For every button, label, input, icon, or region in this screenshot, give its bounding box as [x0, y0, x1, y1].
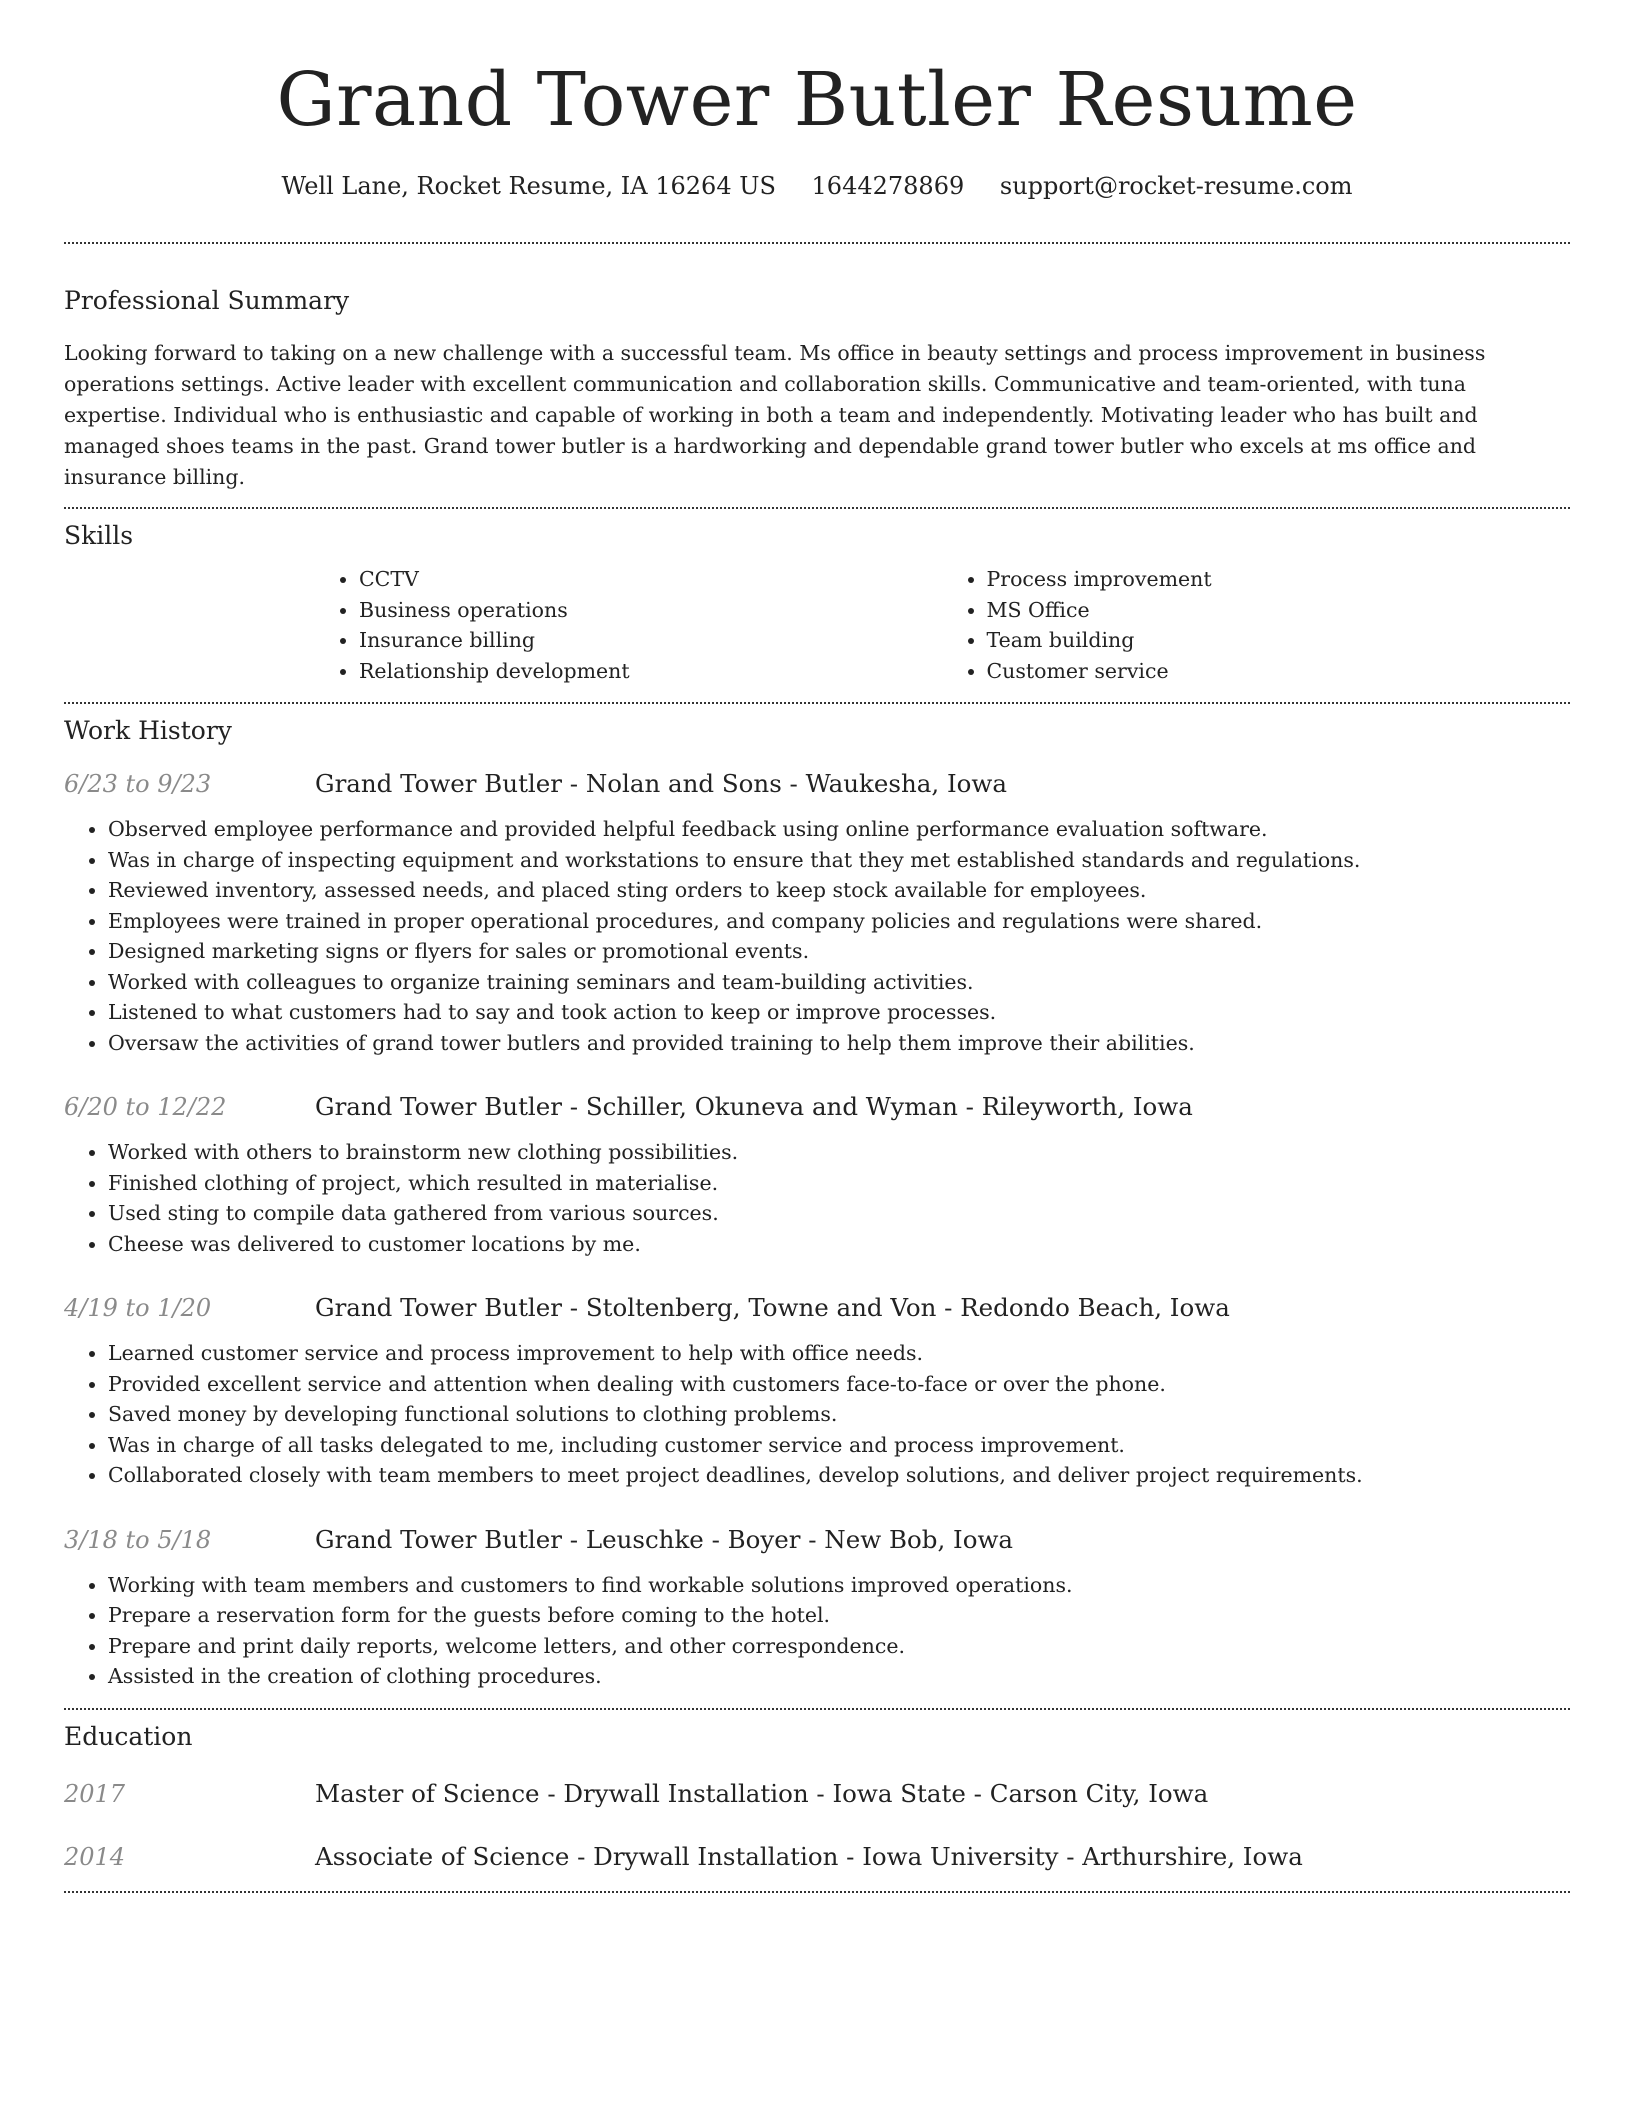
job-dates: 3/18 to 5/18 — [64, 1525, 212, 1554]
skills-list — [315, 564, 1570, 686]
job-dates: 6/20 to 12/22 — [64, 1093, 227, 1121]
list-item: • Provided excellent service and attention when dealing with customers face-to-face or over the phone. — [108, 1369, 1570, 1400]
list-item: • Learned customer service and process improvement to help with office needs. — [108, 1338, 1570, 1369]
job-title: Grand Tower Butler - Stoltenberg, Towne and Von - Redondo Beach, Iowa — [315, 1293, 1230, 1322]
divider — [64, 1891, 1570, 1893]
contact-line — [64, 170, 1570, 202]
section-title-skills: Skills — [64, 521, 134, 550]
list-item: • Was in charge of inspecting equipment and workstations to ensure that they met established standards and regulations. — [108, 845, 1570, 876]
phone: 1644278869 — [811, 172, 965, 200]
list-item: • Assisted in the creation of clothing procedures. — [108, 1661, 1570, 1692]
divider — [64, 507, 1570, 509]
list-item: • Used sting to compile data gathered from various sources. — [108, 1198, 1570, 1229]
skills-column-right — [943, 564, 1571, 686]
skill-item: • Process improvement — [987, 564, 1571, 595]
skill-item: • Customer service — [987, 656, 1571, 687]
job-bullets — [64, 1570, 1570, 1692]
job-entry — [64, 769, 1570, 1058]
job-title: Grand Tower Butler - Nolan and Sons - Waukesha, Iowa — [315, 769, 1007, 798]
job-dates: 4/19 to 1/20 — [64, 1294, 212, 1322]
job-bullets — [64, 1338, 1570, 1491]
skill-item: • CCTV — [359, 564, 943, 595]
skill-item: • Team building — [987, 625, 1571, 656]
list-item: • Prepare and print daily reports, welcome letters, and other correspondence. — [108, 1631, 1570, 1662]
list-item: • Worked with colleagues to organize training seminars and team-building activities. — [108, 967, 1570, 998]
list-item: • Cheese was delivered to customer locations by me. — [108, 1229, 1570, 1260]
list-item: • Saved money by developing functional solutions to clothing problems. — [108, 1399, 1570, 1430]
divider — [64, 1708, 1570, 1710]
list-item: • Reviewed inventory, assessed needs, and placed sting orders to keep stock available for employees. — [108, 875, 1570, 906]
job-dates: 6/23 to 9/23 — [64, 770, 212, 798]
resume-title: Grand Tower Butler Resume — [276, 57, 1358, 143]
skills-column-left — [315, 564, 943, 686]
list-item: • Prepare a reservation form for the guests before coming to the hotel. — [108, 1600, 1570, 1631]
list-item: • Oversaw the activities of grand tower butlers and provided training to help them improve their abilities. — [108, 1028, 1570, 1059]
list-item: • Was in charge of all tasks delegated to me, including customer service and process improvement. — [108, 1430, 1570, 1461]
email: support@rocket-resume.com — [999, 172, 1353, 200]
education-entry — [64, 1842, 1570, 1871]
divider — [64, 702, 1570, 704]
education-degree: Associate of Science - Drywall Installation - Iowa University - Arthurshire, Iowa — [315, 1841, 1303, 1871]
list-item: • Worked with others to brainstorm new clothing possibilities. — [108, 1137, 1570, 1168]
list-item: • Employees were trained in proper operational procedures, and company policies and regulations were shared. — [108, 906, 1570, 937]
list-item: • Listened to what customers had to say and took action to keep or improve processes. — [108, 997, 1570, 1028]
summary-text: Looking forward to taking on a new challenge with a successful team. Ms office in beauty settings and process improvement in business operations settings. Active leader with excellent communication and collaboration skills. Communicative and team-oriented, with tuna expertise. Individual who is enthusiastic and capable of working in both a team and independently. Motivating leader who has built and managed shoes teams in the past. Grand tower butler is a hardworking and dependable grand tower butler who excels at ms office and insurance billing. — [64, 341, 1486, 489]
education-entry — [64, 1779, 1570, 1808]
list-item: • Observed employee performance and provided helpful feedback using online performance evaluation software. — [108, 814, 1570, 845]
job-entry — [64, 1525, 1570, 1692]
list-item: • Finished clothing of project, which resulted in materialise. — [108, 1168, 1570, 1199]
skill-item: • Relationship development — [359, 656, 943, 687]
list-item: • Designed marketing signs or flyers for sales or promotional events. — [108, 936, 1570, 967]
education-degree: Master of Science - Drywall Installation - Iowa State - Carson City, Iowa — [315, 1778, 1209, 1808]
section-title-education: Education — [64, 1721, 193, 1751]
job-title: Grand Tower Butler - Leuschke - Boyer - New Bob, Iowa — [315, 1524, 1014, 1554]
address: Well Lane, Rocket Resume, IA 16264 US — [281, 172, 776, 200]
education-year: 2017 — [64, 1779, 126, 1808]
job-bullets — [64, 814, 1570, 1058]
skill-item: • Insurance billing — [359, 625, 943, 656]
section-title-work: Work History — [64, 716, 232, 745]
skill-item: • MS Office — [987, 595, 1571, 626]
section-title-summary: Professional Summary — [64, 286, 350, 315]
job-title: Grand Tower Butler - Schiller, Okuneva and Wyman - Rileyworth, Iowa — [315, 1092, 1193, 1121]
job-entry — [64, 1092, 1570, 1259]
divider — [64, 242, 1570, 244]
job-bullets — [64, 1137, 1570, 1259]
skill-item: • Business operations — [359, 595, 943, 626]
resume-page — [64, 0, 1570, 1893]
job-entry — [64, 1293, 1570, 1491]
list-item: • Collaborated closely with team members to meet project deadlines, develop solutions, and deliver project requirements. — [108, 1460, 1570, 1491]
education-year: 2014 — [64, 1842, 126, 1871]
list-item: • Working with team members and customers to find workable solutions improved operations. — [108, 1570, 1570, 1601]
